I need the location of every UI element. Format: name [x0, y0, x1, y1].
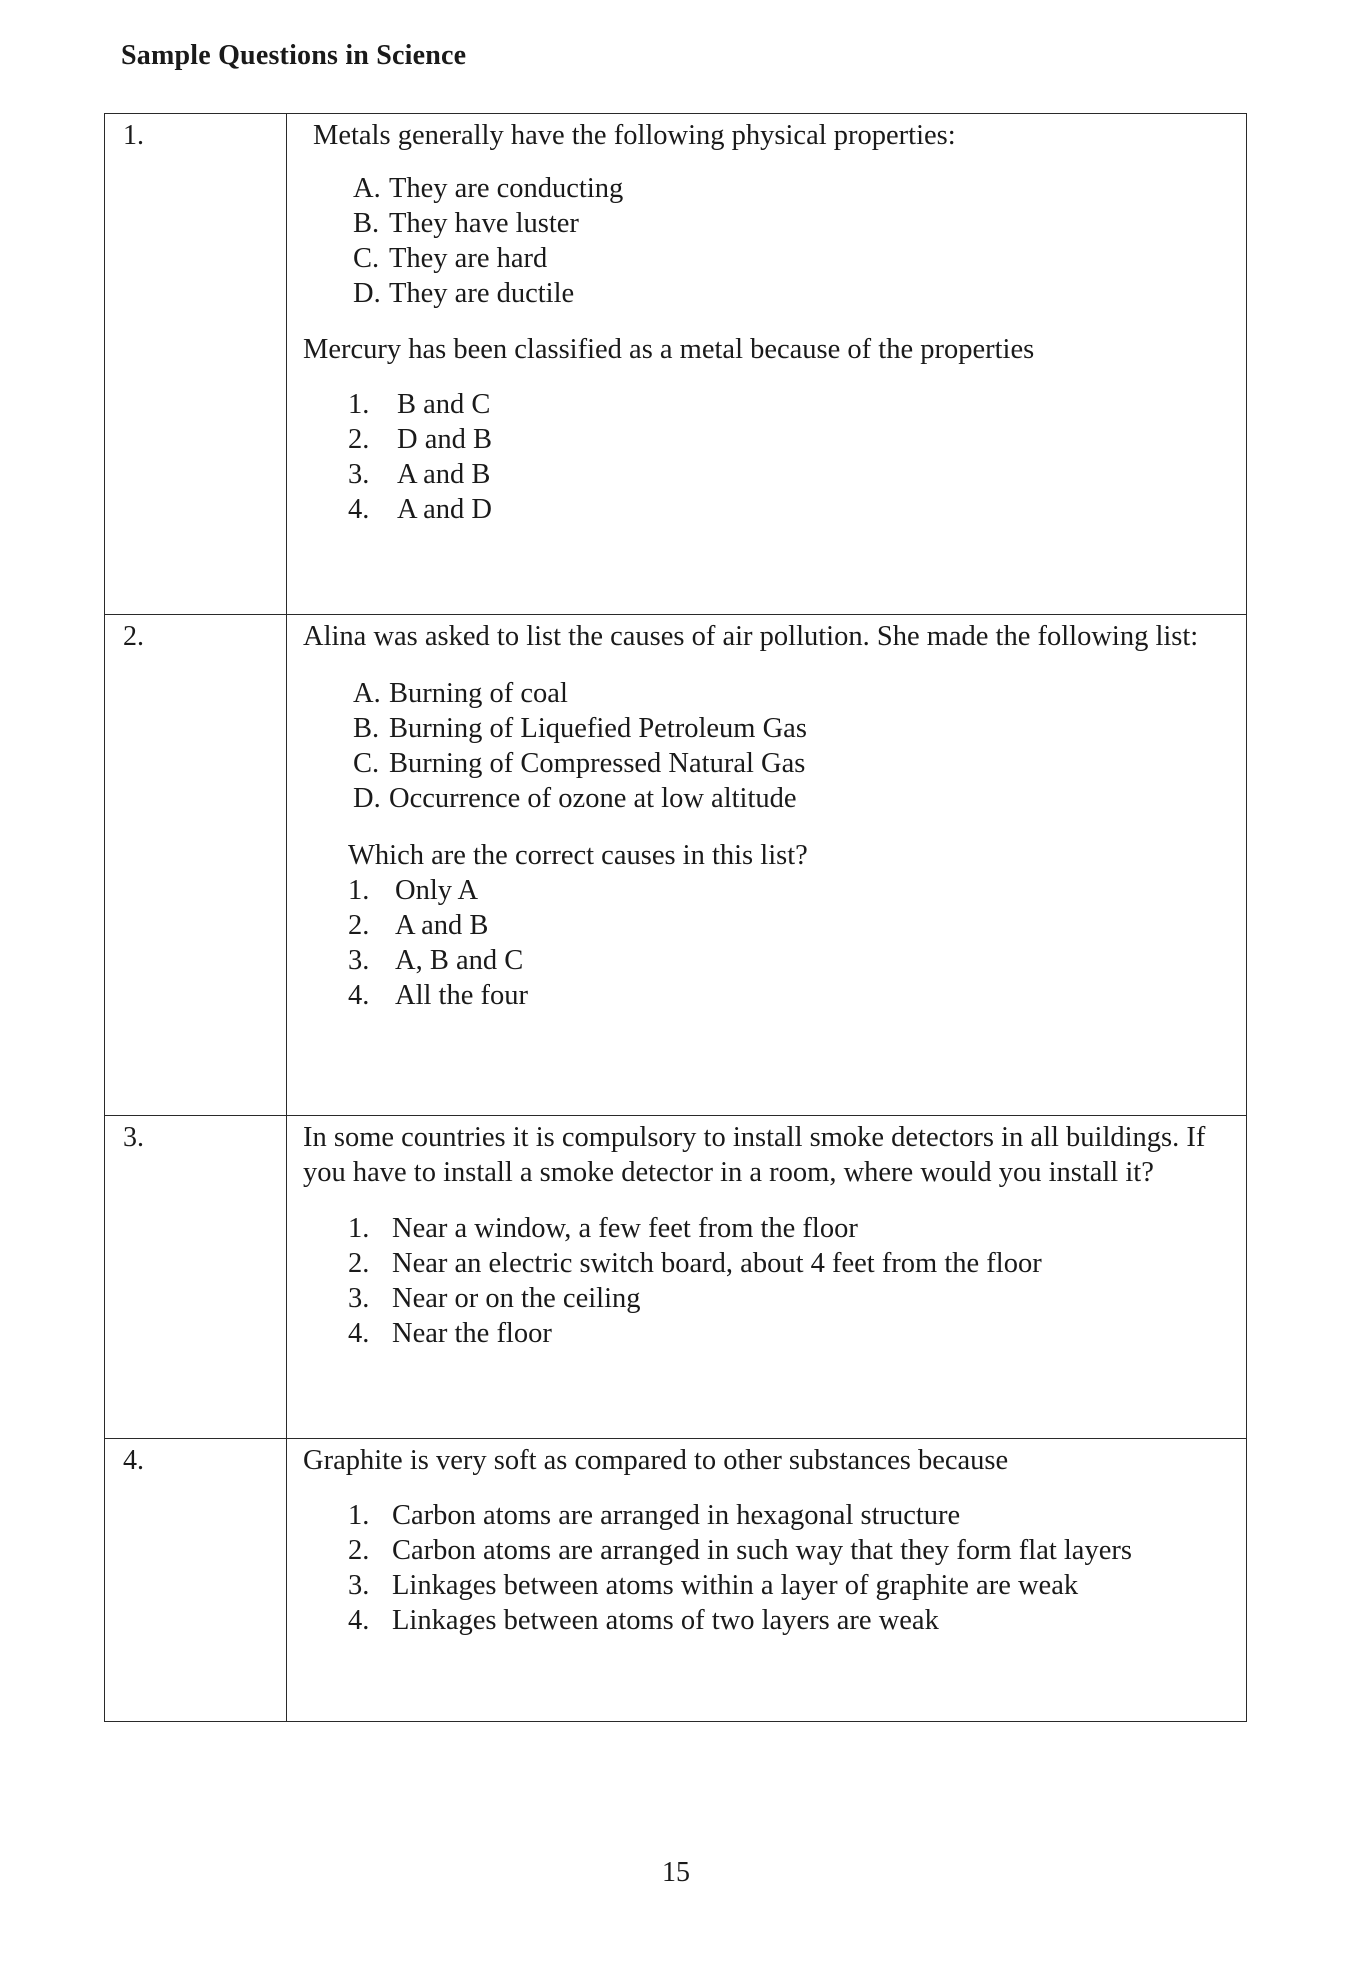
- question-number: 1.: [105, 114, 287, 615]
- question-content: [287, 114, 1247, 615]
- question-stem: Metals generally have the following physical properties:: [313, 120, 956, 151]
- question-number: 3.: [105, 1116, 287, 1439]
- answer-choice: 4. Near the floor: [348, 1318, 552, 1349]
- answer-choice: 4. All the four: [348, 980, 528, 1011]
- answer-choices: [348, 387, 1220, 527]
- answer-choices: [348, 1498, 1220, 1638]
- list-item: B. Burning of Liquefied Petroleum Gas: [353, 713, 807, 744]
- answer-choice: 4. A and D: [348, 494, 492, 525]
- question-number: 4.: [105, 1439, 287, 1722]
- option-list: [353, 676, 1220, 816]
- page-title: Sample Questions in Science: [121, 40, 467, 71]
- list-item: C. They are hard: [353, 243, 548, 274]
- list-item: C. Burning of Compressed Natural Gas: [353, 748, 806, 779]
- question-content: [287, 1116, 1247, 1439]
- answer-choice: 3. A and B: [348, 459, 491, 490]
- question-stem: Alina was asked to list the causes of air pollution. She made the following list:: [303, 621, 1199, 652]
- page-number: 15: [662, 1857, 690, 1888]
- list-item: B. They have luster: [353, 208, 579, 239]
- answer-choice: 4. Linkages between atoms of two layers are weak: [348, 1605, 939, 1636]
- question-content: [287, 615, 1247, 1116]
- answer-choice: 1. B and C: [348, 389, 491, 420]
- answer-choice: 2. Near an electric switch board, about 4 feet from the floor: [348, 1248, 1042, 1279]
- property-list: [353, 171, 1220, 311]
- answer-choice: 1. Near a window, a few feet from the floor: [348, 1213, 858, 1244]
- question-prompt: Mercury has been classified as a metal because of the properties: [303, 334, 1035, 365]
- question-row: [105, 1439, 1247, 1722]
- list-item: A. They are conducting: [353, 173, 624, 204]
- question-number: 2.: [105, 615, 287, 1116]
- answer-choice: 3. A, B and C: [348, 945, 524, 976]
- answer-choice: 2. D and B: [348, 424, 492, 455]
- question-stem: In some countries it is compulsory to install smoke detectors in all buildings. If you have to install a smoke detector in a room, where would you install it?: [303, 1122, 1206, 1188]
- answer-choice: 1. Carbon atoms are arranged in hexagonal structure: [348, 1500, 961, 1531]
- question-stem: Graphite is very soft as compared to other substances because: [303, 1445, 1009, 1476]
- question-prompt: Which are the correct causes in this list?: [348, 840, 808, 871]
- questions-table: [104, 113, 1247, 1722]
- question-row: [105, 1116, 1247, 1439]
- question-row: [105, 114, 1247, 615]
- answer-choice: 3. Linkages between atoms within a layer of graphite are weak: [348, 1570, 1079, 1601]
- answer-choices: [348, 1211, 1220, 1351]
- list-item: D. Occurrence of ozone at low altitude: [353, 783, 797, 814]
- list-item: D. They are ductile: [353, 278, 575, 309]
- answer-choice: 2. Carbon atoms are arranged in such way that they form flat layers: [348, 1535, 1132, 1566]
- answer-choice: 1. Only A: [348, 875, 479, 906]
- answer-choice: 3. Near or on the ceiling: [348, 1283, 641, 1314]
- question-row: [105, 615, 1247, 1116]
- question-content: [287, 1439, 1247, 1722]
- answer-choice: 2. A and B: [348, 910, 489, 941]
- list-item: A. Burning of coal: [353, 678, 568, 709]
- answer-choices: [348, 873, 1220, 1013]
